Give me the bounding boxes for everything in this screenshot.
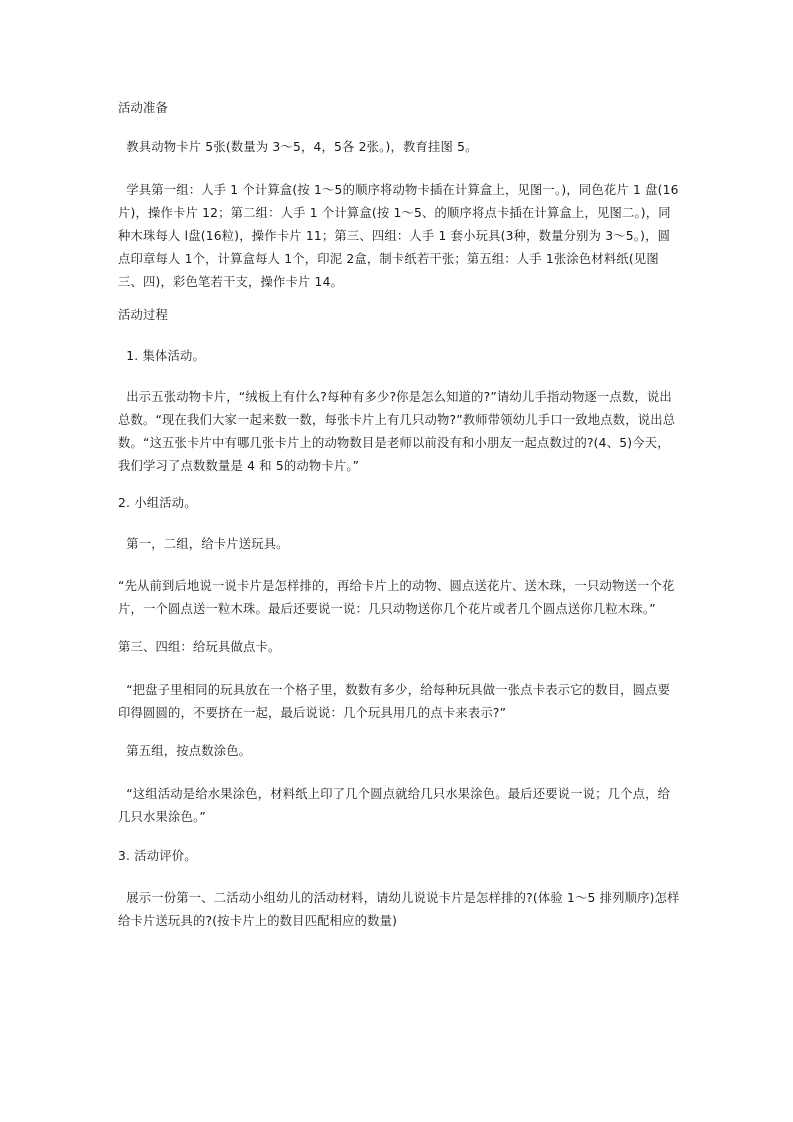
- paragraph-group-5-instructions: “这组活动是给水果涂色，材料纸上印了几个圆点就给几只水果涂色。最后还要说一说；几个点，给几只水果涂色。”: [118, 787, 671, 824]
- heading-activity-preparation: 活动准备: [118, 101, 168, 115]
- section-group-activity: 2. 小组活动。: [118, 496, 197, 510]
- heading-activity-process: 活动过程: [118, 308, 168, 322]
- paragraph-group-1-2-instructions: “先从前到后地说一说卡片是怎样排的，再给卡片上的动物、圆点送花片、送木珠，一只动物送一个花片，一个圆点送一粒木珠。最后还要说一说：几只动物送你几个花片或者几个圆点送你几粒木珠。”: [118, 579, 675, 616]
- paragraph-group-3-4-title: 第三、四组：给玩具做点卡。: [118, 640, 281, 654]
- paragraph-activity-evaluation: 展示一份第一、二活动小组幼儿的活动材料，请幼儿说说卡片是怎样排的?(体验 1～5 排列顺序)怎样给卡片送玩具的?(按卡片上的数目匹配相应的数量): [118, 891, 680, 928]
- paragraph-collective-activity: 出示五张动物卡片，“绒板上有什么?每种有多少?你是怎么知道的?”请幼儿手指动物逐一点数，说出总数。“现在我们大家一起来数一数，每张卡片上有几只动物?”教师带领幼儿手口一致地点数，说出总数。“这五张卡片中有哪几张卡片上的动物数目是老师以前没有和小朋友一起点数过的?(4、5)今天，我们学习了点数数量是 4 和 5的动物卡片。”: [118, 390, 676, 473]
- section-activity-evaluation: 3. 活动评价。: [118, 849, 197, 863]
- paragraph-group-1-2-title: 第一，二组，给卡片送玩具。: [118, 537, 289, 551]
- paragraph-teaching-aids: 教具动物卡片 5张(数量为 3～5，4，5各 2张。)，教育挂图 5。: [118, 140, 478, 154]
- paragraph-group-5-title: 第五组，按点数涂色。: [118, 744, 252, 758]
- paragraph-learning-materials: 学具第一组：人手 1 个计算盒(按 1～5的顺序将动物卡插在计算盒上，见图一。)，同色花片 1 盘(16片)，操作卡片 12；第二组：人手 1 个计算盒(按 1～5、的顺序将点卡插在计算盒上，见图二。)，同种木珠每人 l盘(16粒)，操作卡片 11；第三、四组：人手 1 套小玩具(3种，数量分别为 3～5。)，圆点印章每人 1个，计算盒每人 1个，印泥 2盒，制卡纸若干张；第五组：人手 1张涂色材料纸(见图三、四)，彩色笔若干支，操作卡片 14。: [118, 183, 679, 289]
- paragraph-group-3-4-instructions: “把盘子里相同的玩具放在一个格子里，数数有多少，给每种玩具做一张点卡表示它的数目，圆点要印得圆圆的，不要挤在一起，最后说说：几个玩具用几的点卡来表示?”: [118, 683, 671, 720]
- section-collective-activity: 1. 集体活动。: [118, 349, 205, 363]
